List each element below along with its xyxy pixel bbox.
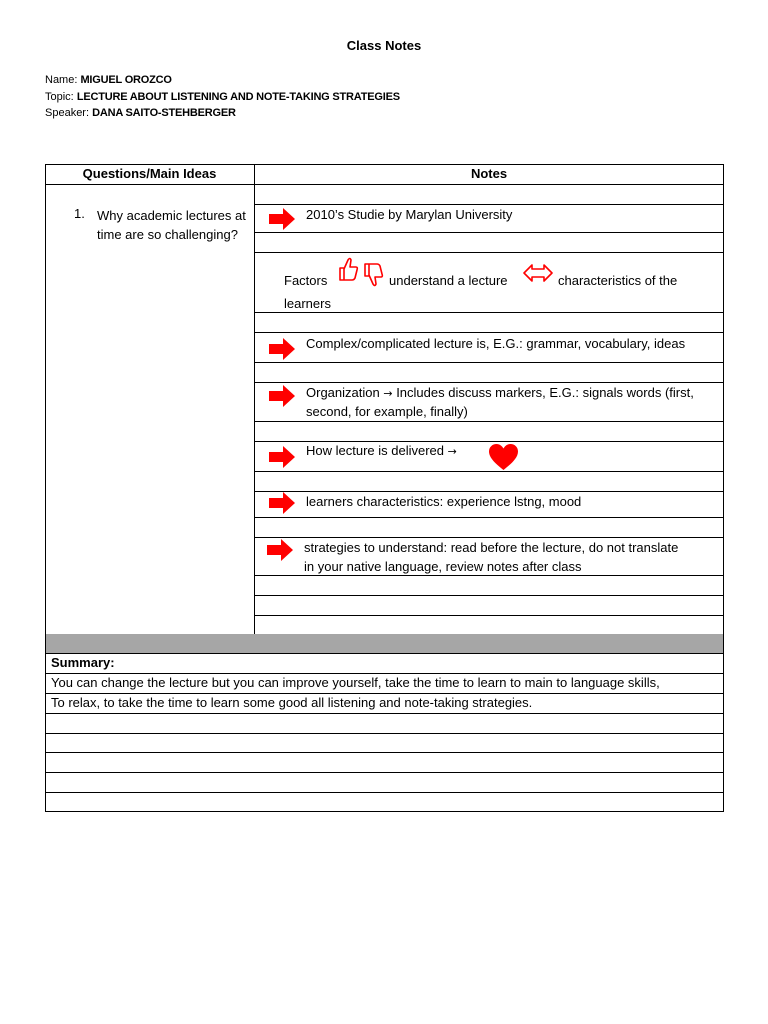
question-number: 1. (74, 206, 85, 221)
row-line (45, 752, 724, 753)
row-line (254, 595, 724, 596)
note-organization-label: Organization (306, 385, 380, 400)
note-characteristics: characteristics of the (558, 273, 678, 288)
note-learners: learners (284, 296, 331, 311)
double-arrow-icon (523, 263, 553, 283)
red-arrow-icon (269, 385, 295, 407)
note-study: 2010’s Studie by Marylan University (306, 207, 513, 222)
notes-header: Notes (470, 166, 508, 181)
small-arrow-icon: → (447, 445, 457, 458)
row-line (254, 332, 724, 333)
row-line (254, 615, 724, 616)
note-organization-examples: second, for example, finally) (306, 404, 468, 419)
speaker-label: Speaker: (45, 107, 90, 119)
page-title: Class Notes (346, 38, 422, 53)
row-line (45, 693, 724, 694)
red-arrow-icon (267, 539, 293, 561)
topic-label: Topic: (45, 91, 74, 103)
row-line (45, 673, 724, 674)
topic-line (45, 91, 400, 103)
note-delivery (306, 441, 457, 461)
red-arrow-icon (269, 338, 295, 360)
row-line (45, 733, 724, 734)
small-arrow-icon: → (383, 387, 393, 400)
row-line (254, 471, 724, 472)
note-complex-lecture: Complex/complicated lecture is, E.G.: grammar, vocabulary, ideas (306, 336, 686, 351)
note-learner-characteristics: learners characteristics: experience lstng, mood (306, 494, 582, 509)
topic-value: LECTURE ABOUT LISTENING AND NOTE-TAKING STRATEGIES (76, 91, 400, 103)
thumbs-up-icon (337, 256, 359, 282)
notes-table (45, 164, 724, 812)
name-label: Name: (45, 74, 78, 86)
column-divider (254, 164, 255, 634)
summary-line-1: You can change the lecture but you can improve yourself, take the time to learn to main to language skills, (51, 675, 660, 690)
note-understand-lecture: understand a lecture (389, 273, 508, 288)
row-line (254, 421, 724, 422)
note-strategies-line1: strategies to understand: read before the lecture, do not translate (304, 540, 679, 555)
red-arrow-icon (269, 208, 295, 230)
row-line (254, 517, 724, 518)
row-line (254, 252, 724, 253)
red-arrow-icon (269, 446, 295, 468)
row-line (254, 232, 724, 233)
note-strategies-line2: in your native language, review notes after class (304, 559, 582, 574)
name-value: MIGUEL OROZCO (80, 74, 172, 86)
row-line (254, 362, 724, 363)
thumbs-down-icon (362, 262, 384, 288)
name-line (45, 74, 172, 86)
row-line (45, 713, 724, 714)
red-arrow-icon (269, 492, 295, 514)
header-divider (45, 184, 724, 185)
note-organization (306, 383, 694, 403)
summary-line-2: To relax, to take the time to learn some good all listening and note-taking strategies. (51, 695, 533, 710)
row-line (45, 792, 724, 793)
row-line (45, 772, 724, 773)
summary-label: Summary: (51, 655, 115, 670)
speaker-line (45, 107, 236, 119)
speaker-value: DANA SAITO-STEHBERGER (92, 107, 236, 119)
row-line (45, 653, 724, 654)
note-factors-label: Factors (284, 273, 328, 288)
questions-header: Questions/Main Ideas (82, 166, 217, 181)
section-separator-band (46, 634, 723, 653)
note-organization-detail: Includes discuss markers, E.G.: signals words (first, (396, 385, 694, 400)
heart-icon (488, 443, 519, 471)
note-delivery-label: How lecture is delivered (306, 443, 445, 458)
question-text: Why academic lectures at time are so challenging? (97, 208, 246, 242)
